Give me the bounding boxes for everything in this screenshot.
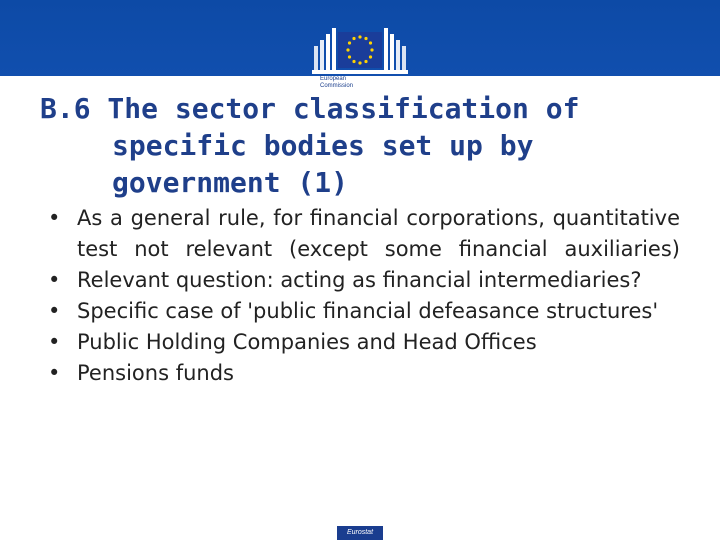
list-item	[48, 327, 680, 358]
bullet-text: Pensions funds	[77, 361, 234, 385]
bullet-list	[48, 203, 680, 389]
bullet-dot-icon: •	[48, 268, 61, 292]
bullet-dot-icon: •	[48, 330, 61, 354]
european-commission-logo	[310, 12, 410, 92]
logo-caption	[320, 76, 400, 90]
list-item	[48, 358, 680, 389]
bullet-text: Public Holding Companies and Head Offices	[77, 330, 537, 354]
list-item	[48, 203, 680, 265]
list-item	[48, 265, 680, 296]
list-item	[48, 296, 680, 327]
bullet-dot-icon: •	[48, 299, 61, 323]
logo-text-commission: Commission	[320, 83, 354, 89]
title-line-1: B.6 The sector classification of	[40, 92, 580, 125]
eurostat-badge: Eurostat	[337, 526, 383, 540]
bullet-text: As a general rule, for financial corporations, quantitative test not relevant (except some financial auxiliaries)	[77, 206, 680, 261]
bullet-text: Relevant question: acting as financial intermediaries?	[77, 268, 642, 292]
slide-title	[40, 90, 600, 201]
eu-flag-building-icon	[310, 12, 410, 74]
bullet-dot-icon: •	[48, 206, 61, 230]
bullet-text: Specific case of 'public financial defeasance structures'	[77, 299, 659, 323]
title-line-2: specific bodies set up by	[112, 129, 534, 162]
bullet-dot-icon: •	[48, 361, 61, 385]
title-line-3: government (1)	[112, 166, 349, 199]
logo-text-european: European	[320, 76, 347, 82]
